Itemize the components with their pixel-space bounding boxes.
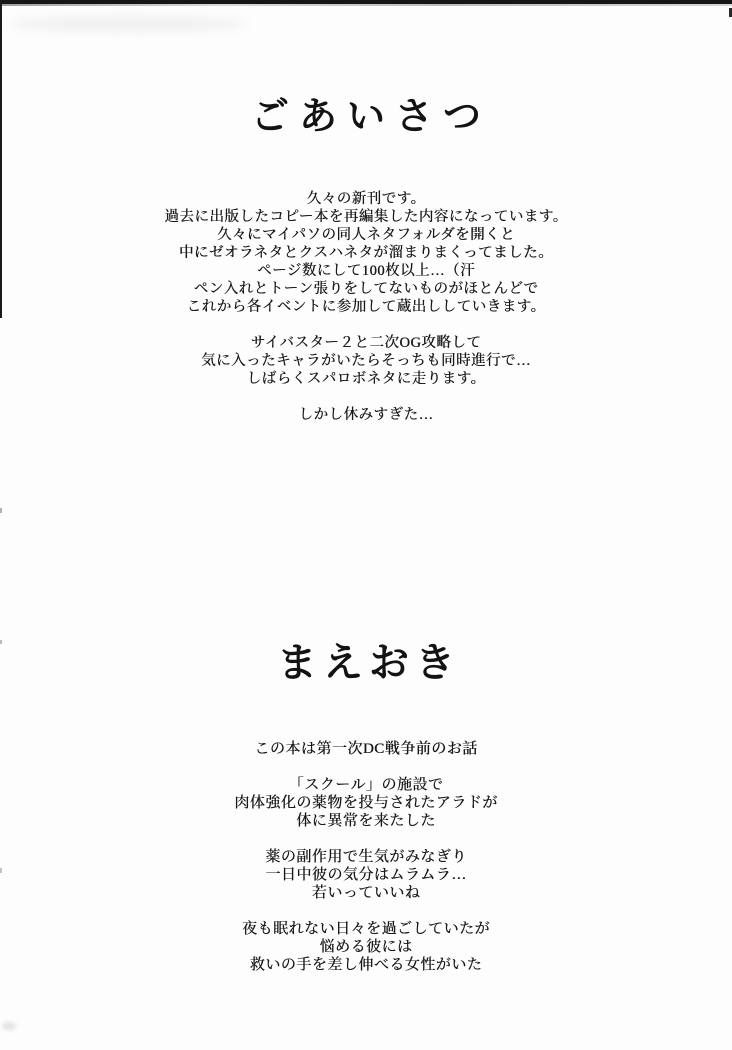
preface-paragraph-3 — [0, 848, 732, 902]
greeting-heading: ごあいさつ — [250, 96, 491, 138]
greeting-paragraph-2 — [0, 334, 732, 388]
scan-edge-top-shadow — [0, 4, 732, 6]
greeting-body — [0, 190, 732, 424]
preface-paragraph-1 — [0, 740, 732, 758]
text-line: しばらくスパロボネタに走ります。 — [246, 371, 486, 387]
scan-speck — [0, 508, 2, 513]
preface-paragraph-2 — [0, 776, 732, 830]
preface-heading: まえおき — [277, 640, 461, 685]
preface-body — [0, 740, 732, 974]
greeting-paragraph-1 — [0, 190, 732, 316]
text-line: 体に異常を来たした — [296, 813, 436, 829]
text-line: これから各イベントに参加して蔵出ししていきます。 — [186, 299, 546, 315]
text-line: 久々の新刊です。 — [306, 191, 426, 207]
text-line: 悩める彼には — [319, 939, 413, 955]
text-line: 薬の副作用で生気がみなぎり — [265, 849, 467, 865]
preface-paragraph-4 — [0, 920, 732, 974]
text-line: ページ数にして100枚以上…（汗 — [257, 263, 475, 279]
text-line: しかし休みすぎた… — [298, 407, 434, 423]
text-line: 若いっていいね — [311, 885, 421, 901]
text-line: この本は第一次DC戦争前のお話 — [254, 741, 478, 757]
text-line: 中にゼオラネタとクスハネタが溜まりまくってました。 — [178, 245, 554, 261]
text-line: サイバスター２と二次OG攻略して — [250, 335, 482, 351]
text-line: 肉体強化の薬物を投与されたアラドが — [234, 795, 498, 811]
text-line: 救いの手を差し伸べる女性がいた — [249, 957, 483, 973]
text-line: 夜も眠れない日々を過ごしていたが — [241, 921, 490, 937]
text-line: 「スクール」の施設で — [288, 777, 444, 793]
greeting-paragraph-3 — [0, 406, 732, 424]
text-line: 過去に出版したコピー本を再編集した内容になっています。 — [164, 209, 568, 225]
text-line: 気に入ったキャラがいたらそっちも同時進行で… — [201, 353, 531, 369]
text-line: 一日中彼の気分はムラムラ… — [265, 867, 467, 883]
scan-smudge-bottom — [2, 1022, 16, 1030]
text-line: ペン入れとトーン張りをしてないものがほとんどで — [193, 281, 539, 297]
text-line: 久々にマイパソの同人ネタフォルダを開くと — [216, 227, 516, 243]
scan-smudge-top — [8, 16, 248, 32]
